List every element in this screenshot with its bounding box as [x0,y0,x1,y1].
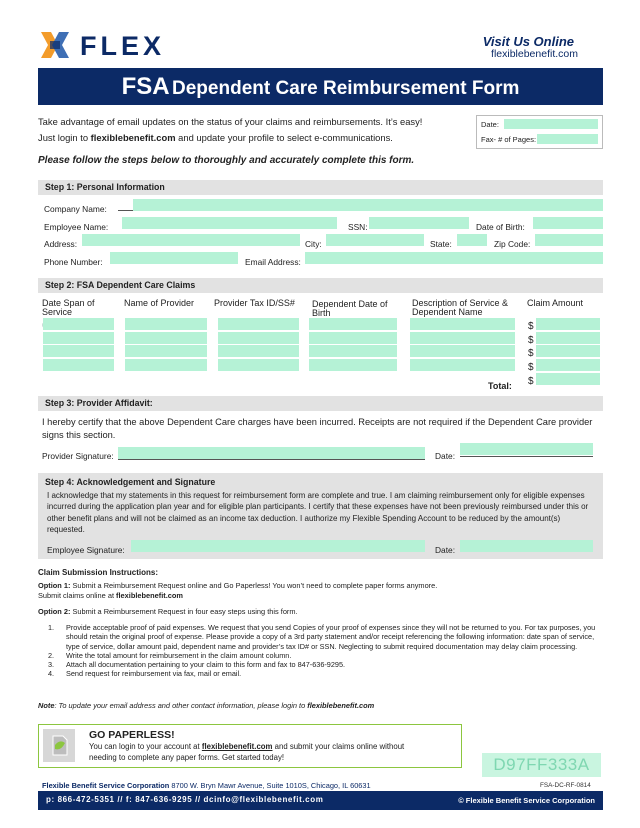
provider-name-field-row-4[interactable] [125,359,207,371]
dependent-dob-field-row-3[interactable] [309,345,397,357]
city-field[interactable] [326,234,424,246]
dob-label: Date of Birth: [476,222,525,232]
intro-line2: Just login to flexiblebenefit.com and update your profile to select e-communications. [38,132,393,143]
total-amount-field[interactable] [536,373,600,385]
form-code: D97FF333A [482,753,601,777]
col-dependent-dob: Dependent Date of Birth [312,299,388,318]
instruction-step: 4. Send request for reimbursement via fax, mail or email. [48,669,242,679]
city-label: City: [305,239,322,249]
date-span-field-row-1[interactable] [43,318,114,330]
zip-field[interactable] [535,234,603,246]
step3-header: Step 3: Provider Affidavit: [38,396,603,411]
phone-field[interactable] [110,252,238,264]
employee-date-field[interactable] [460,540,593,552]
provider-name-field-row-1[interactable] [125,318,207,330]
visit-url[interactable]: flexiblebenefit.com [491,48,578,60]
fax-pages-field[interactable] [537,134,598,144]
description-field-row-4[interactable] [410,359,515,371]
dependent-dob-field-row-1[interactable] [309,318,397,330]
instruction-step: 3. Attach all documentation pertaining to your claim to this form and fax to 847-636-9295. [48,660,346,670]
dependent-dob-field-row-4[interactable] [309,359,397,371]
paperless-box [38,724,462,768]
option2-text: Option 2: Submit a Reimbursement Request in four easy steps using this form. [38,607,298,616]
dependent-dob-field-row-2[interactable] [309,332,397,344]
claim-amount-field-row-2[interactable] [536,332,600,344]
email-field[interactable] [305,252,603,264]
provider-date-label: Date: [435,451,456,461]
title-bar [38,68,603,105]
ssn-field[interactable] [369,217,469,229]
state-field[interactable] [457,234,487,246]
email-label: Email Address: [245,257,301,267]
employee-sig-label: Employee Signature: [47,545,125,555]
currency-sign: $ [528,348,534,359]
instruction-text: Please follow the steps below to thoroughly and accurately complete this form. [38,155,415,166]
provider-signature-field[interactable] [118,447,425,459]
claim-amount-field-row-4[interactable] [536,359,600,371]
tax-id-field-row-2[interactable] [218,332,299,344]
address-label: Address: [44,239,78,249]
footer-copyright: © Flexible Benefit Service Corporation [458,796,595,805]
date-span-field-row-2[interactable] [43,332,114,344]
total-label: Total: [488,381,512,391]
date-span-field-row-4[interactable] [43,359,114,371]
col-provider-name: Name of Provider [124,298,195,308]
claim-amount-field-row-3[interactable] [536,345,600,357]
flex-logo-icon [38,28,72,62]
zip-label: Zip Code: [494,239,531,249]
page-title: Dependent Care Reimbursement Form [172,78,520,99]
instruction-step: 2. Write the total amount for reimbursement in the claim amount column. [48,650,292,660]
employee-field[interactable] [122,217,337,229]
col-claim-amount: Claim Amount [527,298,584,308]
fax-date-field[interactable] [504,119,598,129]
instruction-step: 1. Provide acceptable proof of paid expenses. We request that you send Copies of your proof of expenses since they will not be returned to you. For tax purposes, you should retain the original proof of expense. Please provide a copy of a 3rd party statement and/or receipt referencing the following information: date span of service, type of service, dollar amount paid, dependent name and provider’s tax ID# or SSN. Neglecting to submit required documentation may delay claim processing. [48,623,596,651]
address-field[interactable] [82,234,300,246]
affidavit-text: I hereby certify that the above Dependent Care charges have been incurred. Receipts are not required if the Dependent Care provider signs this section. [42,417,593,440]
paper-icon [43,729,75,762]
step4-header: Step 4: Acknowledgement and Signature [45,477,216,487]
company-label: Company Name: [44,204,107,214]
option1-line2: Submit claims online at flexiblebenefit.com [38,591,183,600]
col-description: Description of Service & Dependent Name [412,298,509,317]
footer-contact: p: 866-472-5351 // f: 847-636-9295 // dcinfo@flexiblebenefit.com [46,795,324,804]
footer-bar [38,791,603,810]
paperless-title: GO PAPERLESS! [89,729,175,741]
paperless-line1: You can login to your account at flexiblebenefit.com and submit your claims online without [89,742,405,751]
col-date-span: Date Span of Service [42,298,95,317]
note-text: Note: To update your email address and other contact information, please login to flexiblebenefit.com [38,701,375,710]
description-field-row-3[interactable] [410,345,515,357]
phone-label: Phone Number: [44,257,103,267]
provider-date-field[interactable] [460,443,593,455]
provider-sig-label: Provider Signature: [42,451,114,461]
employee-label: Employee Name: [44,222,109,232]
paperless-link[interactable]: flexiblebenefit.com [201,742,273,751]
claim-amount-field-row-1[interactable] [536,318,600,330]
currency-sign: $ [528,376,534,387]
ssn-label: SSN: [348,222,368,232]
form-id: FSA-DC-RF-0814 [540,782,591,789]
intro-link[interactable]: flexiblebenefit.com [90,132,176,143]
instruction-steps [48,623,603,679]
brand-name: FLEX [80,31,166,61]
title-prefix: FSA [121,73,170,100]
date-span-field-row-3[interactable] [43,345,114,357]
tax-id-field-row-1[interactable] [218,318,299,330]
col-tax-id: Provider Tax ID/SS# [214,298,295,308]
instructions-title: Claim Submission Instructions: [38,568,159,577]
state-label: State: [430,239,452,249]
provider-name-field-row-3[interactable] [125,345,207,357]
visit-label: Visit Us Online [482,34,574,49]
intro-line1: Take advantage of email updates on the status of your claims and reimbursements. It’s easy! [38,116,423,127]
acknowledgement-text: I acknowledge that my statements in this request for reimbursement form are complete and true. I am claiming reimbursement only for eligible expenses incurred during the application plan year and for eligible plan participants. I certify that these expenses have not been previously reimbursed under this or other benefit plans and will not be claimed as an income tax deduction. I authorize my Flexible Spending Account to be reduced by the amount(s) requested. [47,491,589,535]
fax-date-label: Date: [481,120,499,129]
currency-sign: $ [528,321,534,332]
description-field-row-2[interactable] [410,332,515,344]
note-link[interactable]: flexiblebenefit.com [307,701,375,710]
tax-id-field-row-3[interactable] [218,345,299,357]
fax-box [476,115,603,149]
option1-link[interactable]: flexiblebenefit.com [116,591,183,600]
company-field[interactable] [133,199,603,211]
step2-header: Step 2: FSA Dependent Care Claims [38,278,603,293]
paperless-line2: needing to complete any paper forms. Get started today! [89,753,285,762]
employee-date-label: Date: [435,545,456,555]
paperless-icon-box [43,729,75,762]
option1-text: Option 1: Submit a Reimbursement Request online and Go Paperless! You won’t need to complete paper forms anymore. [38,581,438,590]
dob-field[interactable] [533,217,603,229]
provider-name-field-row-2[interactable] [125,332,207,344]
step1-header: Step 1: Personal Information [38,180,603,195]
description-field-row-1[interactable] [410,318,515,330]
flex-logo [38,28,173,62]
fax-pages-label: Fax- # of Pages: [481,135,537,144]
currency-sign: $ [528,362,534,373]
employee-signature-field[interactable] [131,540,425,552]
footer-address: Flexible Benefit Service Corporation 8700 W. Bryn Mawr Avenue, Suite 1010S, Chicago, IL 60631 [42,781,371,790]
tax-id-field-row-4[interactable] [218,359,299,371]
currency-sign: $ [528,335,534,346]
